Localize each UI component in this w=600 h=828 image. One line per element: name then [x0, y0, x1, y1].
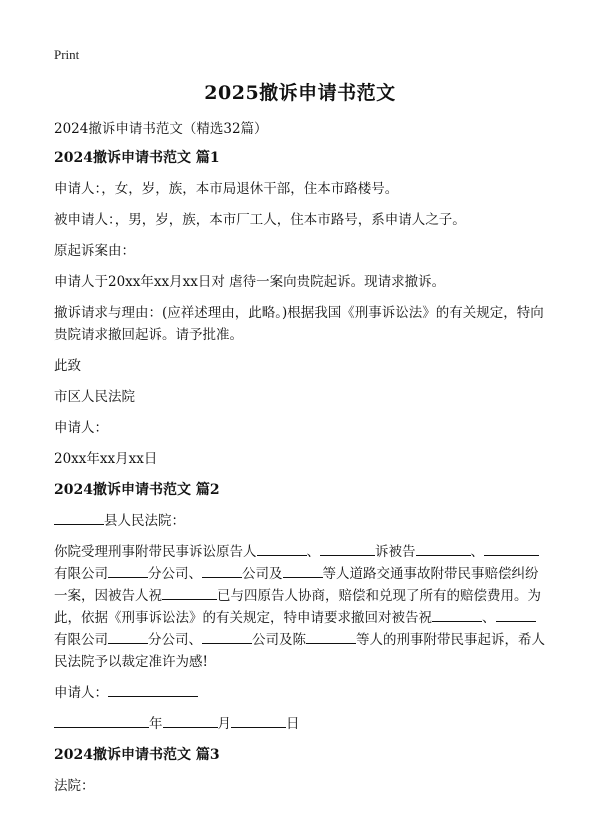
year-blank	[54, 713, 149, 728]
text-fragment: 有限公司	[54, 632, 108, 648]
text-fragment: 公司及陈	[252, 632, 306, 648]
court-name-blank	[54, 510, 104, 525]
case-label: 原起诉案由：	[54, 243, 135, 259]
fill-blank	[432, 607, 482, 622]
withdrawal-paragraph	[54, 541, 548, 673]
case-text: 申请人于20xx年xx月xx日对 虐待一案向贵院起诉。现请求撤诉。	[54, 274, 446, 290]
fill-blank	[416, 541, 471, 556]
court-label: 法院：	[54, 778, 95, 794]
print-link[interactable]: Print	[54, 47, 80, 62]
document-body	[54, 118, 548, 806]
fill-blank	[320, 541, 375, 556]
section-heading-2: 2024撤诉申请书范文 篇2	[54, 482, 220, 498]
document-date: 20xx年xx月xx日	[54, 451, 158, 467]
fill-blank	[202, 563, 242, 578]
date-blank-line	[54, 713, 548, 735]
fill-blank	[257, 541, 307, 556]
text-fragment: 分公司、	[148, 566, 202, 582]
month-blank	[163, 713, 218, 728]
text-fragment: 已与四原告人协商，赔偿和兑现了所有的赔偿费用。为此，依据《刑事诉讼法》的有关规定，特申请要求撤回对被告祝	[54, 588, 541, 626]
court-name: 市区人民法院	[54, 389, 135, 405]
text-fragment: 、	[306, 544, 320, 560]
signature-label: 申请人：	[54, 420, 108, 436]
signature-label: 申请人：	[54, 685, 108, 701]
fill-blank	[306, 629, 356, 644]
text-fragment: 公司及	[242, 566, 283, 582]
fill-blank	[162, 585, 217, 600]
applicant-sign-line	[54, 682, 548, 704]
fill-blank	[283, 563, 323, 578]
section-heading-1: 2024撤诉申请书范文 篇1	[54, 150, 220, 166]
text-fragment: 诉被告	[375, 544, 416, 560]
text-fragment: 、	[482, 610, 496, 626]
fill-blank	[108, 629, 148, 644]
text-fragment: 有限公司	[54, 566, 108, 582]
text-fragment: 你院受理刑事附带民事诉讼原告人	[54, 544, 257, 560]
day-blank	[231, 713, 286, 728]
applicant-line: 申请人：，女，岁，族，本市局退休干部，住本市路楼号。	[54, 181, 399, 197]
fill-blank	[496, 607, 536, 622]
salutation: 此致	[54, 358, 81, 374]
section-heading-3: 2024撤诉申请书范文 篇3	[54, 747, 220, 763]
page-title: 2025撤诉申请书范文	[204, 82, 396, 104]
year-label: 年	[149, 716, 163, 732]
text-fragment: 等人的刑事附带民事起诉，希人民法院予以裁定准许为感!	[54, 632, 545, 670]
signature-blank	[108, 682, 198, 697]
day-label: 日	[286, 716, 300, 732]
text-fragment: 分公司、	[148, 632, 202, 648]
document-subtitle: 2024撤诉申请书范文（精选32篇）	[54, 121, 268, 137]
court-address-line	[54, 510, 548, 532]
month-label: 月	[217, 716, 231, 732]
respondent-line: 被申请人：，男，岁，族，本市厂工人，住本市路号，系申请人之子。	[54, 212, 466, 228]
court-suffix: 县人民法院：	[104, 513, 185, 529]
text-fragment: 等人道路交通事故附带民事赔偿纠纷一案，因被告人祝	[54, 566, 539, 604]
fill-blank	[202, 629, 252, 644]
text-fragment: 、	[470, 544, 484, 560]
reason-text: 撤诉请求与理由：(应祥述理由，此略。)根据我国《刑事诉讼法》的有关规定，特向贵院请求撤回起诉。请予批准。	[54, 305, 544, 343]
fill-blank	[108, 563, 148, 578]
fill-blank	[484, 541, 539, 556]
